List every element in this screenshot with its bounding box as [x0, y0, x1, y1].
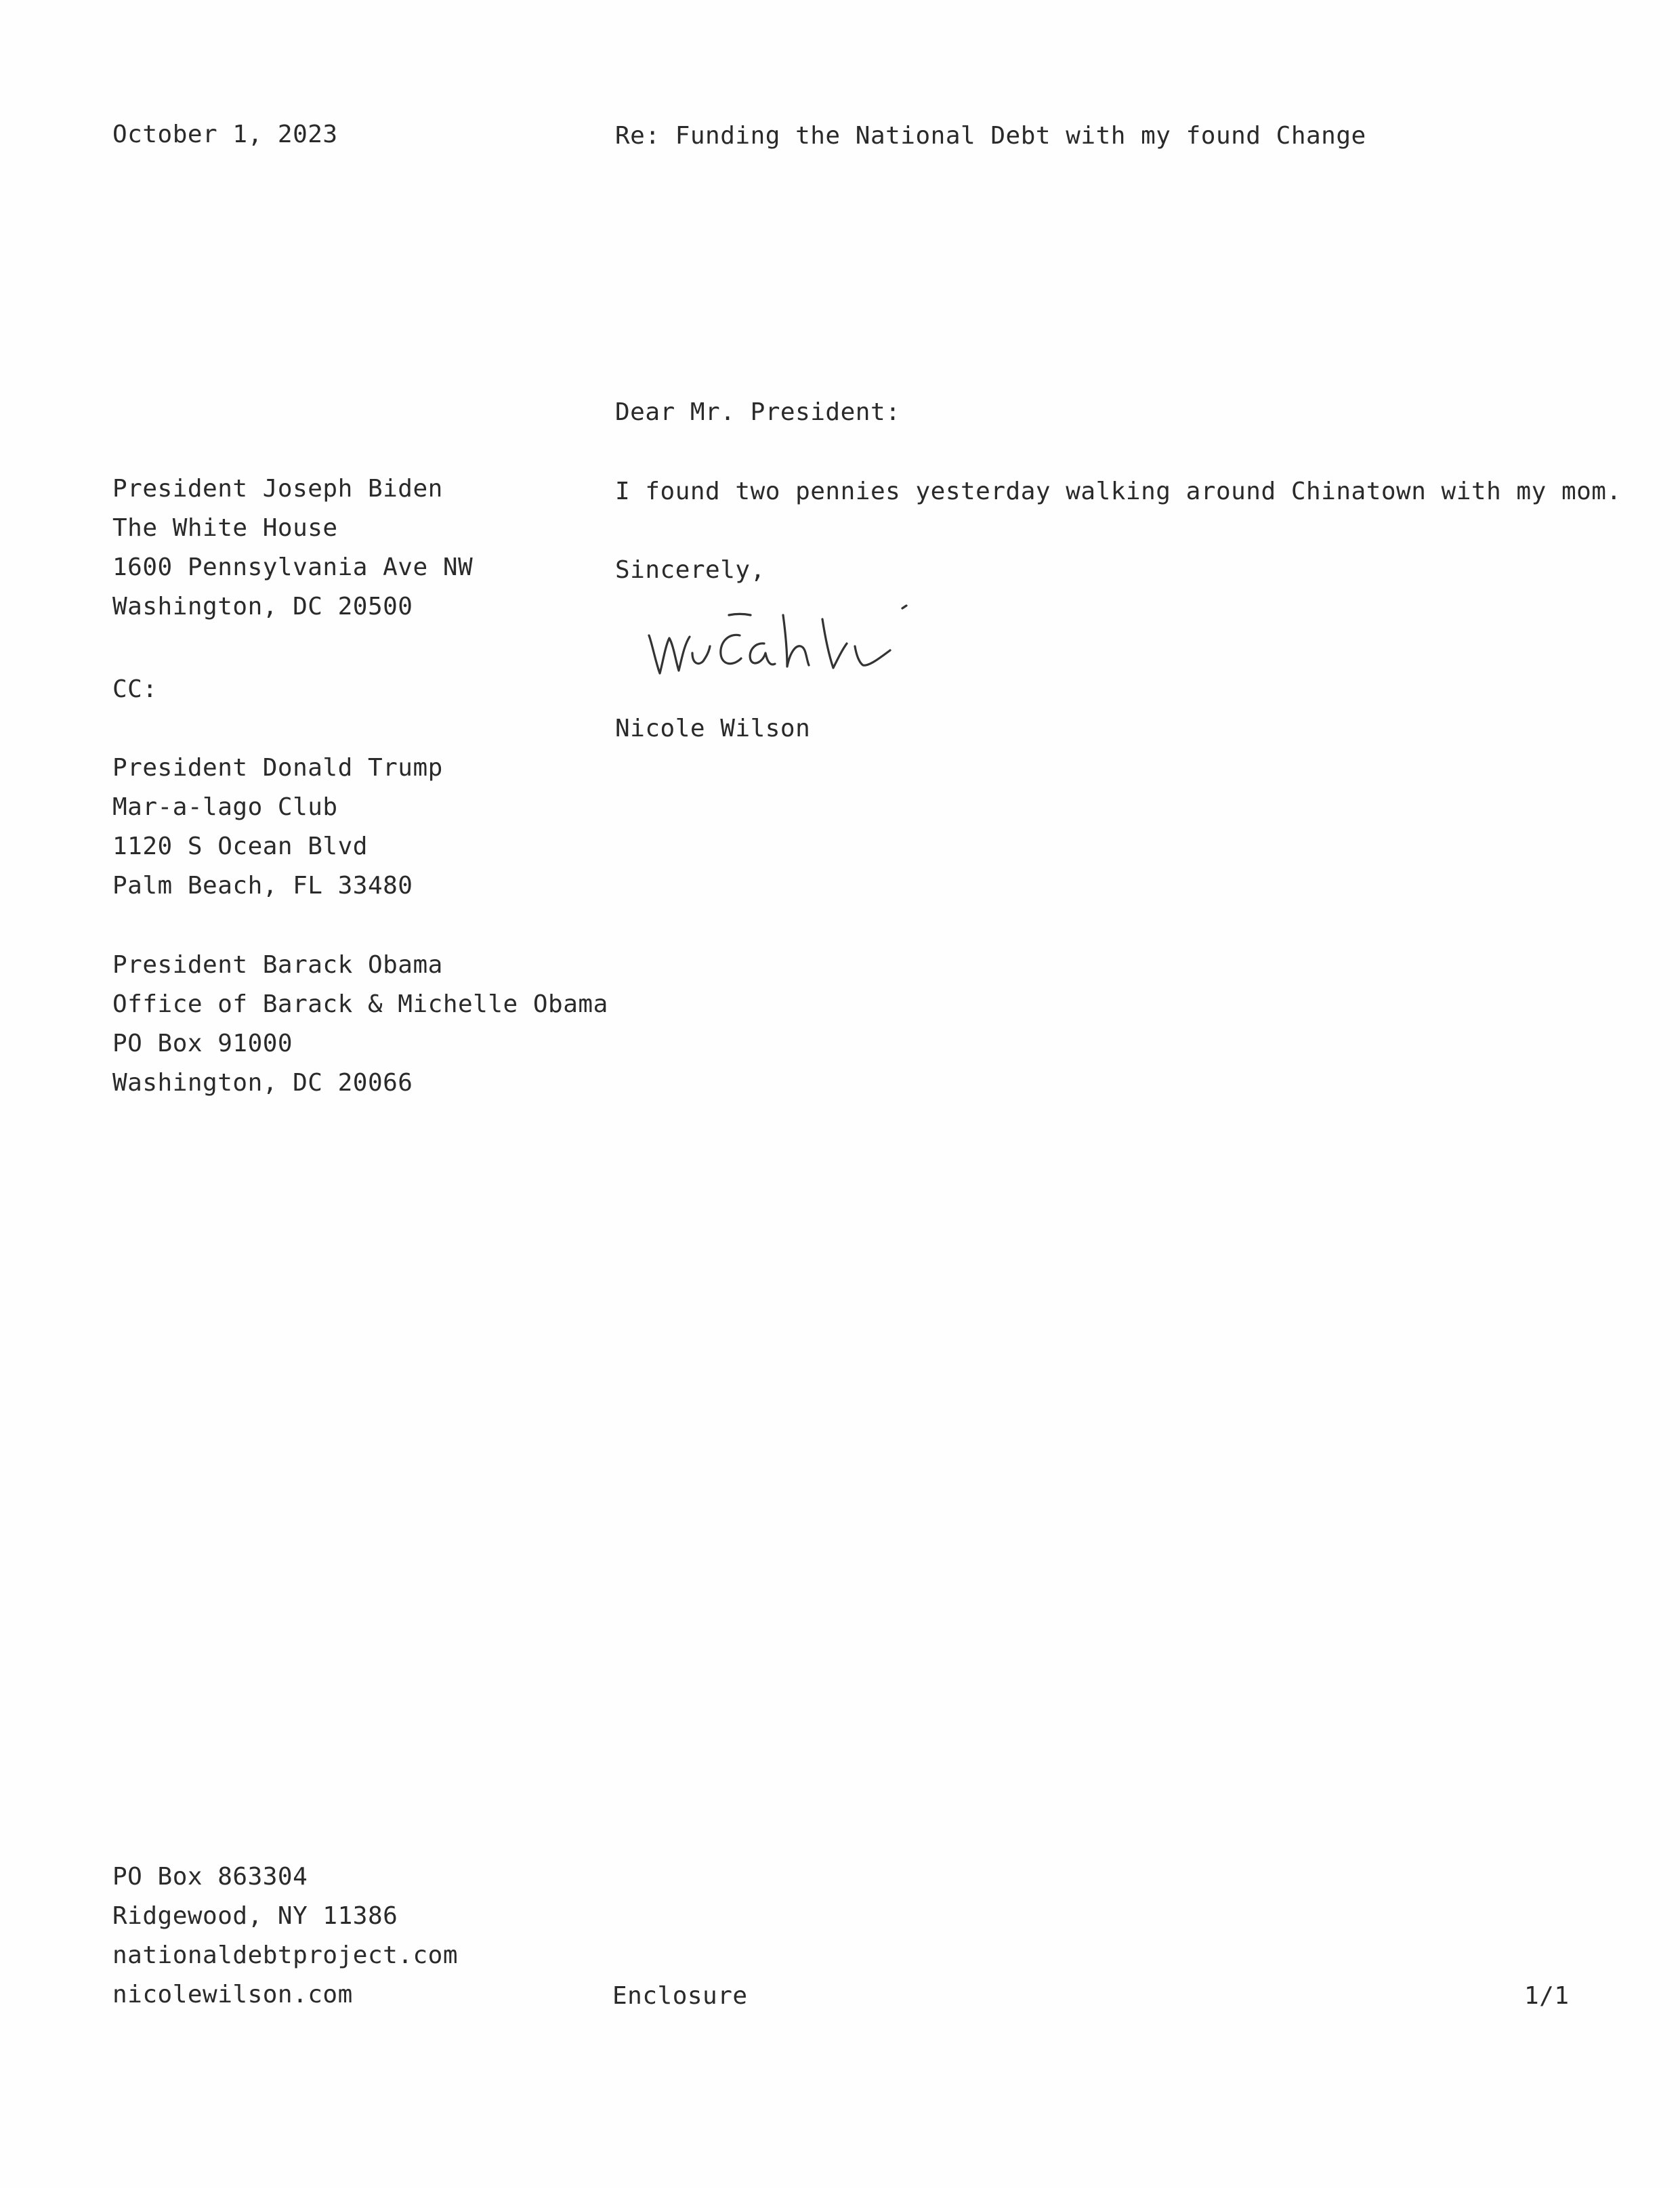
recipient-line: President Joseph Biden: [112, 475, 443, 503]
sender-line: nicolewilson.com: [112, 1981, 353, 2008]
page-number: 1/1: [1524, 1982, 1570, 2010]
cc-recipient-line: Office of Barack & Michelle Obama: [112, 990, 608, 1018]
enclosure-note: Enclosure: [612, 1982, 748, 2010]
cc-recipient-line: President Barack Obama: [112, 951, 443, 979]
sender-line: PO Box 863304: [112, 1863, 308, 1891]
letter-body: I found two pennies yesterday walking around Chinatown with my mom.: [615, 478, 1622, 505]
sender-line: nationaldebtproject.com: [112, 1941, 458, 1969]
cc-recipient-line: Mar-a-lago Club: [112, 793, 338, 821]
salutation: Dear Mr. President:: [615, 398, 901, 426]
cc-recipient-line: Washington, DC 20066: [112, 1069, 413, 1097]
sender-address: [112, 1857, 458, 2015]
cc-recipient-line: Palm Beach, FL 33480: [112, 872, 413, 900]
cc-recipient-address: [112, 749, 443, 906]
cc-label: CC:: [112, 675, 158, 703]
handwritten-signature: [645, 588, 943, 690]
cc-recipient-address: [112, 946, 608, 1103]
recipient-line: 1600 Pennsylvania Ave NW: [112, 553, 474, 581]
recipient-address: [112, 469, 473, 627]
letter-subject: Re: Funding the National Debt with my found Change: [615, 122, 1366, 150]
recipient-line: Washington, DC 20500: [112, 593, 413, 620]
closing: Sincerely,: [615, 556, 765, 584]
signer-name: Nicole Wilson: [615, 715, 811, 742]
letter-date: October 1, 2023: [112, 121, 338, 148]
sender-line: Ridgewood, NY 11386: [112, 1902, 398, 1930]
cc-recipient-line: PO Box 91000: [112, 1030, 293, 1057]
recipient-line: The White House: [112, 514, 338, 542]
cc-recipient-line: President Donald Trump: [112, 754, 443, 782]
cc-recipient-line: 1120 S Ocean Blvd: [112, 833, 368, 860]
